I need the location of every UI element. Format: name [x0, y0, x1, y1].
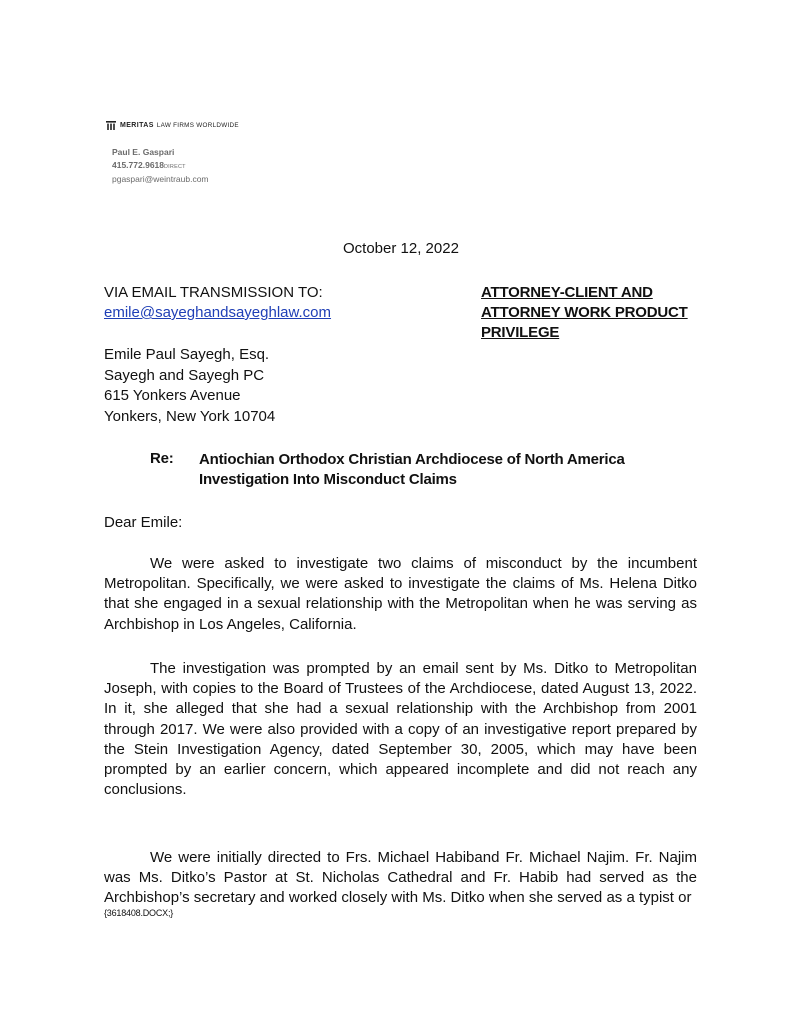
sender-phone: [112, 159, 209, 174]
subject-line-2: Investigation Into Misconduct Claims: [199, 471, 457, 488]
recipient-email-link[interactable]: emile@sayeghandsayeghlaw.com: [104, 304, 332, 321]
privilege-notice: [481, 283, 688, 343]
recipient-firm: Sayegh and Sayegh PC: [104, 366, 265, 384]
logo-tagline: LAW FIRMS WORLDWIDE: [156, 122, 239, 129]
subject-text: [199, 450, 625, 490]
sender-contact: [112, 146, 209, 186]
sender-phone-number: 415.772.9618: [112, 159, 164, 170]
delivery-line: VIA EMAIL TRANSMISSION TO:: [104, 284, 323, 301]
logo-brand: MERITAS: [120, 122, 154, 129]
recipient-city: Yonkers, New York 10704: [104, 407, 276, 425]
document-id-footer: {3618408.DOCX;}: [104, 908, 174, 918]
body-paragraph-2: The investigation was prompted by an email sent by Ms. Ditko to Metropolitan Joseph, with copies to the Board of Trustees of the Archdiocese, dated August 13, 2022. In it, she alleged that she had a sexual relationship with the Archbishop from 2001 through 2017. We were also provided with a copy of an investigative report prepared by the Stein Investigation Agency, dated September 30, 2005, which may have been prompted by an earlier concern, which appeared incomplete and did not reach any conclusions.: [104, 660, 697, 799]
recipient-street: 615 Yonkers Avenue: [104, 387, 241, 404]
recipient-name: Emile Paul Sayegh, Esq.: [104, 346, 270, 363]
letter-date: October 12, 2022: [343, 240, 459, 257]
sender-email: pgaspari@weintraub.com: [112, 174, 209, 184]
salutation: Dear Emile:: [104, 514, 183, 531]
letterhead-logo: [106, 121, 239, 130]
subject-label: Re:: [150, 450, 174, 467]
subject-line-1: Antiochian Orthodox Christian Archdiocese of North America: [199, 451, 625, 468]
body-paragraph-3: We were initially directed to Frs. Michael Habiband Fr. Michael Najim. Fr. Najim was Ms. Ditko’s Pastor at St. Nicholas Cathedral and Fr. Habib had served as the Archbishop’s secretary and worked closely with Ms. Ditko when she served as a typist or: [104, 849, 697, 907]
sender-name: Paul E. Gaspari: [112, 147, 175, 157]
delivery-block: [104, 283, 331, 323]
recipient-address: [104, 345, 275, 427]
privilege-line-3: PRIVILEGE: [481, 324, 560, 341]
body-paragraph-1: We were asked to investigate two claims of misconduct by the incumbent Metropolitan. Specifically, we were asked to investigate the claims of Ms. Helena Ditko that she engaged in a sexual relationship with the Metropolitan when he was serving as Archbishop in Los Angeles, California.: [104, 555, 697, 633]
privilege-line-2: ATTORNEY WORK PRODUCT: [481, 304, 688, 321]
sender-phone-suffix: DIRECT: [164, 163, 186, 170]
privilege-line-1: ATTORNEY-CLIENT AND: [481, 284, 653, 301]
meritas-logo-icon: [106, 121, 116, 130]
